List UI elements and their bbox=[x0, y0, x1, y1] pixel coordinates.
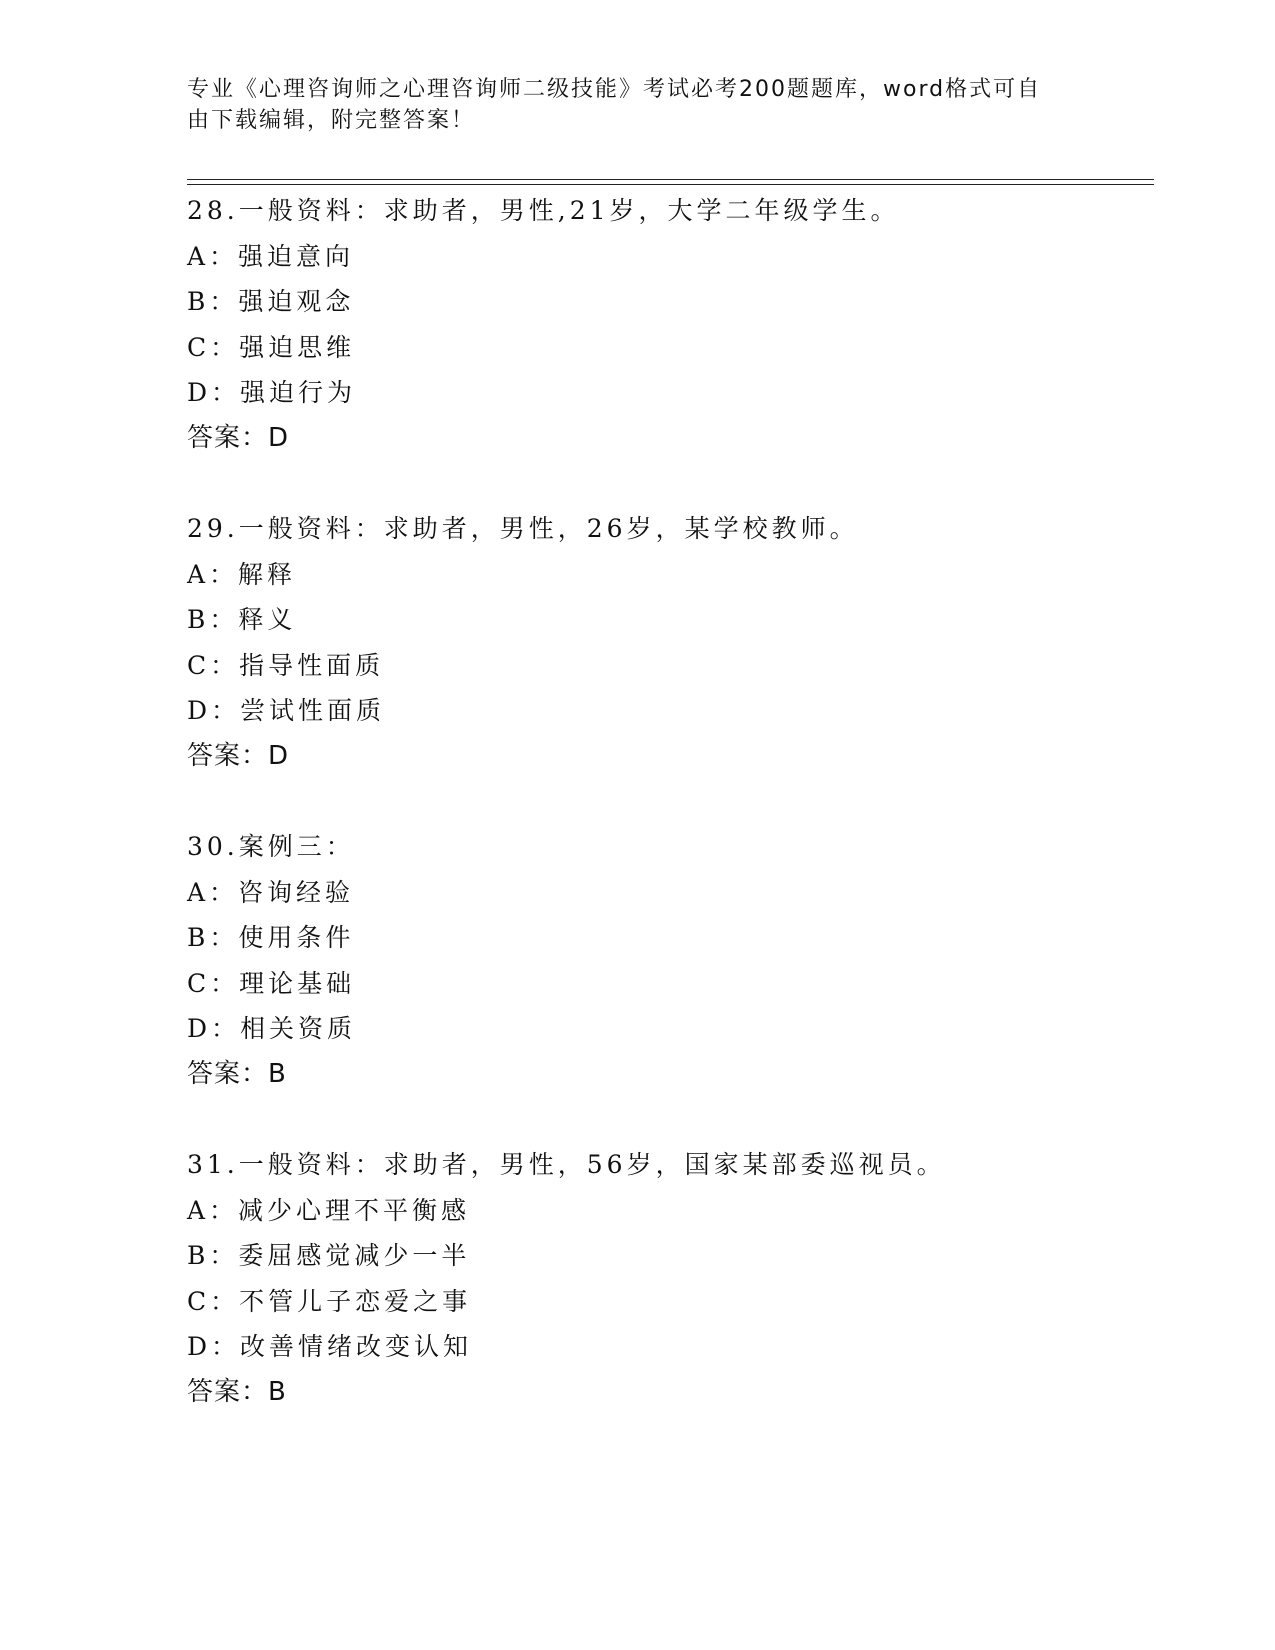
option-d: D：相关资质 bbox=[187, 1014, 357, 1043]
option-a: A：咨询经验 bbox=[187, 877, 355, 907]
option-c: C：不管儿子恋爱之事 bbox=[187, 1286, 472, 1316]
question-31 bbox=[187, 1142, 1137, 1415]
question-28 bbox=[187, 188, 1137, 461]
option-d: D：改善情绪改变认知 bbox=[187, 1332, 473, 1361]
option-c: C：指导性面质 bbox=[187, 650, 385, 680]
option-b: B：释义 bbox=[187, 605, 297, 634]
question-29 bbox=[187, 506, 1137, 779]
option-b: B：强迫观念 bbox=[187, 287, 355, 316]
question-stem: 31.一般资料：求助者，男性，56岁，国家某部委巡视员。 bbox=[187, 1150, 946, 1179]
option-a: A：强迫意向 bbox=[187, 241, 355, 271]
document-intro bbox=[187, 74, 1067, 136]
question-stem: 29.一般资料：求助者，男性，26岁，某学校教师。 bbox=[187, 514, 859, 543]
option-c: C：理论基础 bbox=[187, 968, 356, 998]
header-divider-top bbox=[187, 179, 1154, 180]
option-b: B：使用条件 bbox=[187, 923, 355, 952]
intro-line-1: 专业《心理咨询师之心理咨询师二级技能》考试必考200题题库，word格式可自 bbox=[187, 77, 1042, 102]
answer-line: 答案：B bbox=[187, 1376, 287, 1407]
intro-line-2: 由下载编辑，附完整答案！ bbox=[187, 108, 476, 133]
answer-line: 答案：D bbox=[187, 422, 290, 453]
question-stem: 30.案例三： bbox=[187, 832, 355, 861]
question-stem: 28.一般资料：求助者，男性,21岁，大学二年级学生。 bbox=[187, 196, 900, 225]
option-a: A：减少心理不平衡感 bbox=[187, 1195, 471, 1225]
option-d: D：强迫行为 bbox=[187, 378, 357, 407]
answer-line: 答案：D bbox=[187, 740, 290, 771]
option-d: D：尝试性面质 bbox=[187, 696, 386, 725]
header-divider-bottom bbox=[187, 184, 1154, 185]
question-30 bbox=[187, 824, 1137, 1097]
option-c: C：强迫思维 bbox=[187, 332, 356, 362]
answer-line: 答案：B bbox=[187, 1058, 287, 1089]
option-a: A：解释 bbox=[187, 559, 297, 589]
option-b: B：委屈感觉减少一半 bbox=[187, 1241, 471, 1270]
